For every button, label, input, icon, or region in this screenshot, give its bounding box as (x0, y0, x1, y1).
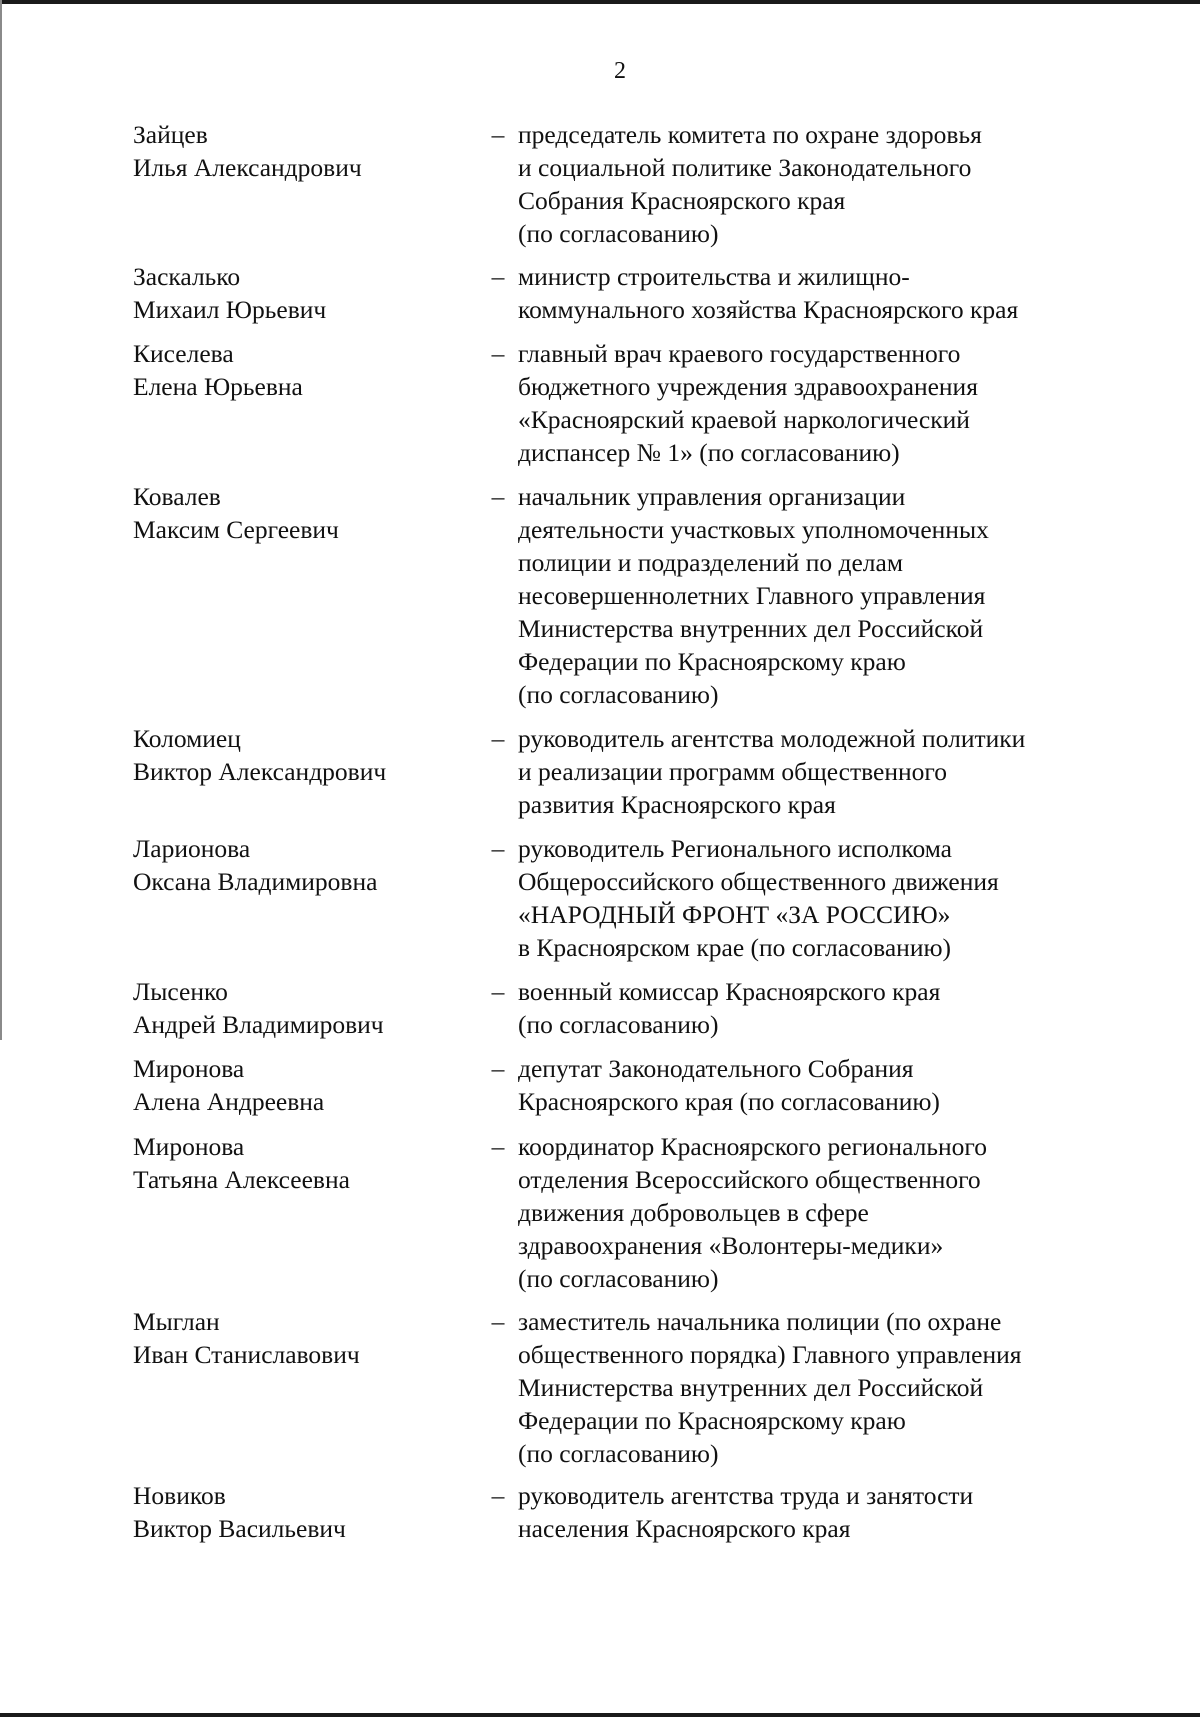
position-line: и реализации программ общественного (518, 757, 947, 786)
position-line: бюджетного учреждения здравоохранения (518, 372, 978, 401)
member-name (133, 480, 463, 546)
member-surname: Ковалев (133, 482, 221, 511)
position-line: деятельности участковых уполномоченных (518, 515, 989, 544)
member-given-names: Андрей Владимирович (133, 1010, 384, 1039)
position-line: руководитель агентства молодежной политики (518, 724, 1026, 753)
position-line: министр строительства и жилищно- (518, 262, 910, 291)
member-position (518, 1479, 1098, 1545)
position-line: заместитель начальника полиции (по охране (518, 1307, 1002, 1336)
position-line: Федерации по Красноярскому краю (518, 647, 906, 676)
member-position (518, 480, 1098, 711)
member-position (518, 1052, 1098, 1118)
member-surname: Ларионова (133, 834, 251, 863)
position-line: председатель комитета по охране здоровья (518, 120, 982, 149)
member-position (518, 1305, 1098, 1470)
page-number: 2 (614, 58, 626, 84)
member-name (133, 1305, 463, 1371)
member-position (518, 337, 1098, 469)
position-line: Министерства внутренних дел Российской (518, 1373, 984, 1402)
member-given-names: Виктор Васильевич (133, 1514, 346, 1543)
position-line: главный врач краевого государственного (518, 339, 961, 368)
member-given-names: Елена Юрьевна (133, 372, 303, 401)
position-line: Министерства внутренних дел Российской (518, 614, 984, 643)
position-line: несовершеннолетних Главного управления (518, 581, 986, 610)
separator-dash: – (491, 1481, 505, 1510)
position-line: (по согласованию) (518, 1439, 719, 1468)
member-name (133, 1052, 463, 1118)
position-line: и социальной политике Законодательного (518, 153, 972, 182)
member-name (133, 722, 463, 788)
position-line: начальник управления организации (518, 482, 906, 511)
separator-dash: – (491, 834, 505, 863)
position-line: Собрания Красноярского края (518, 186, 846, 215)
position-line: Общероссийского общественного движения (518, 867, 999, 896)
member-given-names: Оксана Владимировна (133, 867, 378, 896)
member-surname: Коломиец (133, 724, 241, 753)
position-line: коммунального хозяйства Красноярского края (518, 295, 1019, 324)
separator-dash: – (491, 1132, 505, 1161)
position-line: движения добровольцев в сфере (518, 1198, 869, 1227)
position-line: «Красноярский краевой наркологический (518, 405, 970, 434)
member-surname: Зайцев (133, 120, 208, 149)
member-position (518, 975, 1098, 1041)
member-position (518, 722, 1098, 821)
member-surname: Мыглан (133, 1307, 220, 1336)
member-surname: Заскалько (133, 262, 241, 291)
member-surname: Лысенко (133, 977, 228, 1006)
position-line: (по согласованию) (518, 1010, 719, 1039)
position-line: (по согласованию) (518, 219, 719, 248)
separator-dash: – (491, 1307, 505, 1336)
member-surname: Миронова (133, 1132, 245, 1161)
separator-dash: – (491, 262, 505, 291)
member-given-names: Алена Андреевна (133, 1087, 325, 1116)
member-name (133, 118, 463, 184)
member-name (133, 337, 463, 403)
member-name (133, 1479, 463, 1545)
member-name (133, 975, 463, 1041)
separator-dash: – (491, 120, 505, 149)
member-surname: Миронова (133, 1054, 245, 1083)
member-given-names: Максим Сергеевич (133, 515, 339, 544)
left-border-line (0, 0, 2, 1040)
position-line: «НАРОДНЫЙ ФРОНТ «ЗА РОССИЮ» (518, 900, 951, 929)
position-line: населения Красноярского края (518, 1514, 851, 1543)
position-line: развития Красноярского края (518, 790, 836, 819)
member-given-names: Татьяна Алексеевна (133, 1165, 350, 1194)
member-position (518, 118, 1098, 250)
position-line: полиции и подразделений по делам (518, 548, 903, 577)
member-name (133, 260, 463, 326)
member-given-names: Виктор Александрович (133, 757, 387, 786)
position-line: отделения Всероссийского общественного (518, 1165, 981, 1194)
member-name (133, 832, 463, 898)
position-line: руководитель агентства труда и занятости (518, 1481, 974, 1510)
position-line: Федерации по Красноярскому краю (518, 1406, 906, 1435)
position-line: (по согласованию) (518, 1264, 719, 1293)
position-line: координатор Красноярского регионального (518, 1132, 987, 1161)
position-line: военный комиссар Красноярского края (518, 977, 941, 1006)
member-given-names: Михаил Юрьевич (133, 295, 327, 324)
position-line: Красноярского края (по согласованию) (518, 1087, 940, 1116)
member-position (518, 260, 1098, 326)
member-position (518, 832, 1098, 964)
position-line: в Красноярском крае (по согласованию) (518, 933, 952, 962)
position-line: общественного порядка) Главного управления (518, 1340, 1022, 1369)
separator-dash: – (491, 977, 505, 1006)
bottom-border-line (0, 1713, 1200, 1717)
member-given-names: Илья Александрович (133, 153, 362, 182)
member-given-names: Иван Станиславович (133, 1340, 360, 1369)
separator-dash: – (491, 482, 505, 511)
member-name (133, 1130, 463, 1196)
position-line: руководитель Регионального исполкома (518, 834, 952, 863)
position-line: депутат Законодательного Собрания (518, 1054, 914, 1083)
position-line: (по согласованию) (518, 680, 719, 709)
separator-dash: – (491, 339, 505, 368)
member-position (518, 1130, 1098, 1295)
separator-dash: – (491, 724, 505, 753)
member-surname: Новиков (133, 1481, 226, 1510)
top-border-line (0, 0, 1200, 4)
position-line: здравоохранения «Волонтеры-медики» (518, 1231, 944, 1260)
position-line: диспансер № 1» (по согласованию) (518, 438, 900, 467)
separator-dash: – (491, 1054, 505, 1083)
member-surname: Киселева (133, 339, 234, 368)
